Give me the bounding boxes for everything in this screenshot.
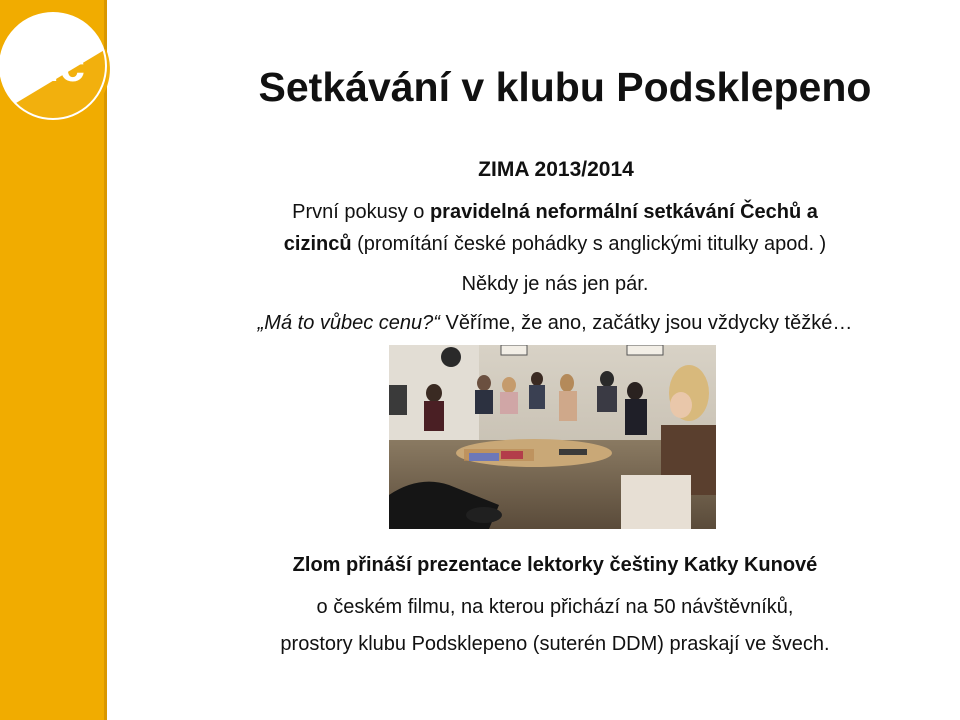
cic-logo-icon — [0, 9, 110, 123]
line-few-people: Někdy je nás jen pár. — [461, 273, 649, 295]
quote-rest: Věříme, že ano, začátky jsou vždycky těžké… — [439, 312, 853, 334]
highlight-line: Zlom přináší prezentace lektorky češtiny Katky Kunové — [292, 554, 818, 576]
p1-bold-1: pravidelná neformální setkávání Čechů a — [429, 201, 818, 223]
paragraph-line-1 — [140, 198, 960, 226]
p1-bold-2: cizinců — [283, 233, 352, 255]
line-film-presentation: o českém filmu, na kterou přichází na 50 návštěvníků, — [316, 596, 794, 618]
p1-post: (promítání české pohádky s anglickými titulky apod. ) — [351, 233, 827, 255]
season-heading: ZIMA 2013/2014 — [478, 158, 634, 181]
paragraph-line-2 — [140, 230, 960, 258]
line-worth-it — [140, 309, 960, 337]
p1-pre: První pokusy o — [292, 201, 430, 223]
line-club-space: prostory klubu Podsklepeno (suterén DDM) praskají ve švech. — [280, 633, 830, 655]
slide-title: Setkávání v klubu Podsklepeno — [258, 64, 872, 110]
logo-text: cic — [21, 39, 85, 91]
quote-text: „Má to vůbec cenu?“ — [257, 312, 440, 334]
club-meeting-photo-icon — [389, 345, 716, 529]
